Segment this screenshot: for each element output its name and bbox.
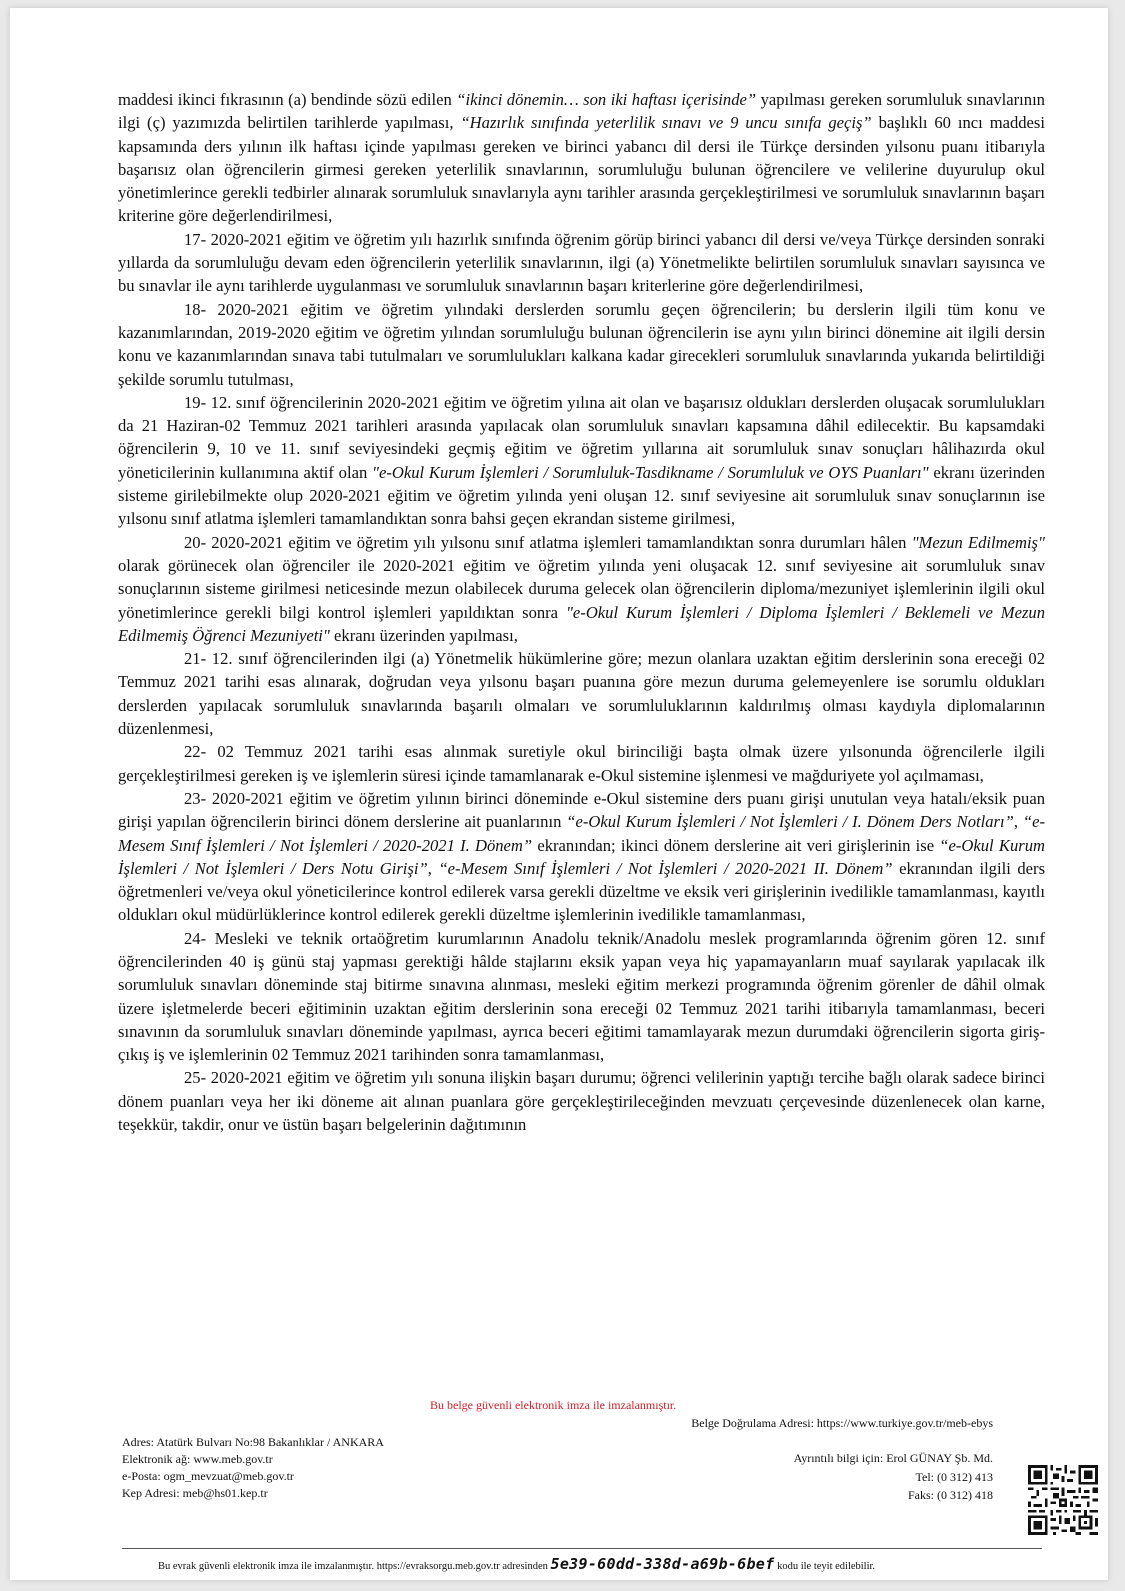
paragraph-text: ekranı üzerinden sisteme girilebilmekte olup 2020-2021 eğitim ve öğretim yılında yeni oluşan 12. sınıf seviyesine ait sorumluluk sınav sonuçlarının ise yılsonu sınıf atlatma işlemleri tamamlandıktan sonra bahsi geçen ekrandan sisteme girilmesi, [118,462,1045,529]
document-body [118,88,1045,1136]
paragraph-text: 22- 02 Temmuz 2021 tarihi esas alınmak suretiyle okul birinciliği başta olmak üzere yılsonunda öğrencilerle ilgili gerçekleştirilmesi gereken iş ve işlemlerin süresi içinde tamamlanarak e-Okul sistemine işlenmesi ve mağduriyete yol açılmaması, [118,742,1045,785]
e-signature-notice: Bu belge güvenli elektronik imza ile imzalanmıştır. [430,1398,677,1412]
quoted-path: “Hazırlık sınıfında yeterlilik sınavı ve 9 uncu sınıfa geçiş” [460,113,872,133]
qr-code-icon [1028,1465,1098,1535]
paragraph-text: 21- 12. sınıf öğrencilerinden ilgi (a) Yönetmelik hükümlerine göre; mezun olanlara uzaktan eğitim derslerinin sona ereceği 02 Temmuz 2021 tarihi esas alınarak, doğrudan veya yılsonu başarı puanına göre mezun duruma gelemeyenlere ise sorumlu oldukları derslerden yapılacak sorumluluk sınavlarında başarılı olmaları ve sorumluluklarının kaldırılmış olması kaydıyla diplomalarının düzenlenmesi, [118,649,1045,739]
quoted-path: "Mezun Edilmemiş" [911,532,1045,552]
email-line: e-Posta: ogm_mevzuat@meb.gov.tr [122,1469,294,1483]
paragraph-text: 23- 2020-2021 eğitim ve öğretim yılının birinci döneminde e-Okul sistemine ders puanı girişi unutulan veya hatalı/eksik puan girişi yapılan öğrencilerin birinci dönem derslerine ait puanlarının [118,788,1045,832]
verification-bottom-line [158,1554,1038,1577]
quoted-path: “e-Mesem Sınıf İşlemleri / Not İşlemleri / 2020-2021 II. Dönem” [438,858,893,878]
paragraph-text: maddesi ikinci fıkrasının (a) bendinde sözü edilen [118,90,457,109]
paragraph-text: , [1013,812,1023,832]
footer-contact-right [691,1415,993,1504]
paragraph-text: 24- Mesleki ve teknik ortaöğretim kurumlarının Anadolu teknik/Anadolu meslek programlarında öğrenim gören 12. sınıf öğrencilerinden 40 iş günü staj yapması gerektiği hâlde stajlarını eksik yapan veya hiç yapamayanların muaf sayılarak yapılacak ilk sorumluluk sınavları döneminde staj bitirme sınavına alınması, mesleki eğitim merkezi programında öğrenim görenler de dâhil olmak üzere işletmelerde beceri eğitiminin uzaktan eğitim derslerinin sona ereceği 02 Temmuz 2021 tarihi itibarıyla tamamlanması, beceri sınavının da sorumluluk sınavları döneminde yapılması, ayrıca beceri eğitimi tamamlayarak mezun durumdaki öğrencilerin sigorta giriş-çıkış iş ve işlemlerinin 02 Temmuz 2021 tarihinden sonra tamamlanması, [118,928,1045,1065]
website-line: Elektronik ağ: www.meb.gov.tr [122,1452,273,1466]
fax-number: Faks: (0 312) 418 [908,1487,993,1502]
paragraph-text: 20- 2020-2021 eğitim ve öğretim yılı yılsonu sınıf atlatma işlemleri tamamlandıktan sonra durumları hâlen [184,532,912,552]
numbered-paragraph [118,787,1045,927]
document-verification-code: 5e39-60dd-338d-a69b-6bef [550,1555,775,1573]
paragraph-text: ekranından; ikinci dönem derslerine ait veri girişlerinin ise [532,835,940,855]
quoted-path: “e-Okul Kurum İşlemleri / Not İşlemleri / Ders Notu Girişi” [118,835,1045,878]
paragraph-text: başlıklı 60 ıncı maddesi kapsamında ders yılının ilk haftası içinde yapılması gereken ve birinci yabancı dil dersi ile Türkçe dersinden yılsonu puanı itibarıyla başarısız olan öğrencilerin girmesi gereken yeterlilik sınavlarının, sorumluluğu bulunan öğrencilere ve velilerine duyurulup okul yönetimlerince gerekli tedbirler alınarak sorumluluk sınavlarıyla aynı tarihler arasında gerçekleştirilmesi ve sorumluluk sınavlarının başarı kriterine göre değerlendirilmesi, [118,113,1045,226]
quoted-path: “e-Okul Kurum İşlemleri / Not İşlemleri / I. Dönem Ders Notları” [566,812,1014,832]
numbered-paragraph [118,391,1045,531]
paragraph-text: , [427,858,439,878]
paragraph-text: 18- 2020-2021 eğitim ve öğretim yılındaki derslerden sorumlu geçen öğrencilerin; bu derslerin ilgili tüm konu ve kazanımlarından, 2019-2020 eğitim ve öğretim yılından sorumluluğu bulunan öğrencilerin ise aynı yılın birinci dönemine ait ilgili dersin konu ve kazanımlarından sınava tabi tutulmaları ve sorumlulukları kalkana kadar girecekleri sorumluluk sınavlarında yukarıda belirtildiği şekilde sorumlu tutulması, [118,299,1045,389]
quoted-path: “e-Mesem Sınıf İşlemleri / Not İşlemleri / 2020-2021 I. Dönem” [118,812,1045,855]
paragraph-text: ekranından ilgili ders öğretmenleri ve/veya okul yöneticilerince kontrol edilerek varsa gerekli düzeltme ve eksik veri girişlerinin ivedilikle tamamlanması, kayıtlı oldukları okul müdürlüklerince kontrol edilerek gerekli düzeltme işlemlerinin ivedilikle tamamlanması, [118,858,1046,925]
footer-divider [122,1548,1042,1549]
numbered-paragraph [118,1066,1045,1136]
kep-address-line: Kep Adresi: meb@hs01.kep.tr [122,1486,268,1500]
document-page [10,8,1108,1580]
verification-address: Belge Doğrulama Adresi: https://www.turkiye.gov.tr/meb-ebys [691,1416,993,1430]
paragraph-text: 25- 2020-2021 eğitim ve öğretim yılı sonuna ilişkin başarı durumu; öğrenci velilerinin yaptığı tercihe bağlı olarak sadece birinci dönem puanları veya her iki döneme ait alınan puanlara göre gerçekleştirileceğinden mevzuatı çerçevesinde düzenlenecek olan karne, teşekkür, takdir, onur ve üstün başarı belgelerinin dağıtımının [118,1068,1045,1135]
quoted-path: "e-Okul Kurum İşlemleri / Diploma İşlemleri / Beklemeli ve Mezun Edilmemiş Öğrenci Mezuniyeti" [118,602,1045,645]
bottom-line-suffix: kodu ile teyit edilebilir. [777,1561,876,1572]
paragraph-text: ekranı üzerinden yapılması, [329,625,518,645]
lead-paragraph [118,88,1045,228]
paragraph-text: 19- 12. sınıf öğrencilerinin 2020-2021 eğitim ve öğretim yılına ait olan ve başarısız oldukları derslerden oluşacak sorumlulukları da 21 Haziran-02 Temmuz 2021 tarihleri arasında yapılacak olan sorumluluk sınavları kapsamına dâhil edilecektir. Bu kapsamdaki öğrencilerin 9, 10 ve 11. sınıf seviyesindeki geçmiş eğitim ve öğretim yıllarına ait sorumluluk sınav sonuçları hâlihazırda okul yöneticilerinin kullanımına aktif olan [118,392,1045,482]
numbered-paragraph [118,531,1045,647]
footer-address-block [122,1434,384,1502]
numbered-paragraph [118,228,1045,298]
paragraph-text: 17- 2020-2021 eğitim ve öğretim yılı hazırlık sınıfında öğrenim görüp birinci yabancı dil dersi ve/veya Türkçe dersinden sonraki yıllarda da sorumluluğu devam eden öğrencilerin yeterlilik sınavlarının, ilgi (a) Yönetmelikte belirtilen sorumluluk sınavları sayısınca ve bu sınavlar ile aynı tarihlerde uygulanması ve sorumluluk sınavlarının başarı kriterlerine göre değerlendirilmesi, [118,229,1045,296]
quoted-path: "e-Okul Kurum İşlemleri / Sorumluluk-Tasdikname / Sorumluluk ve OYS Puanları" [372,462,929,482]
numbered-paragraph [118,298,1045,391]
address-line: Adres: Atatürk Bulvarı No:98 Bakanlıklar / ANKARA [122,1435,384,1449]
numbered-paragraph [118,927,1045,1067]
paragraph-text: olarak görünecek olan öğrenciler ile 2020-2021 eğitim ve öğretim yılında yeni oluşacak 12. sınıf seviyesine ait sorumluluk sınav sonuçlarının sisteme girilmesi neticesinde mezun olabilecek duruma gelecek olan öğrencilerin diploma/mezuniyet işlemlerinin ilgili okul yönetimlerince gerekli bilgi kontrol işlemleri yapıldıktan sonra [118,555,1045,622]
contact-person: Ayrıntılı bilgi için: Erol GÜNAY Şb. Md. [793,1450,993,1465]
bottom-line-prefix: Bu evrak güvenli elektronik imza ile imzalanmıştır. https://evraksorgu.meb.gov.tr adresinden [158,1561,548,1572]
numbered-paragraph [118,647,1045,740]
numbered-paragraph [118,740,1045,787]
quoted-path: “ikinci dönemin… son iki haftası içerisinde” [456,90,757,109]
phone-number: Tel: (0 312) 413 [915,1470,993,1484]
paragraph-text: yapılması gereken sorumluluk sınavlarının ilgi (ç) yazımızda belirtilen tarihlerde yapılması, [118,90,1045,133]
